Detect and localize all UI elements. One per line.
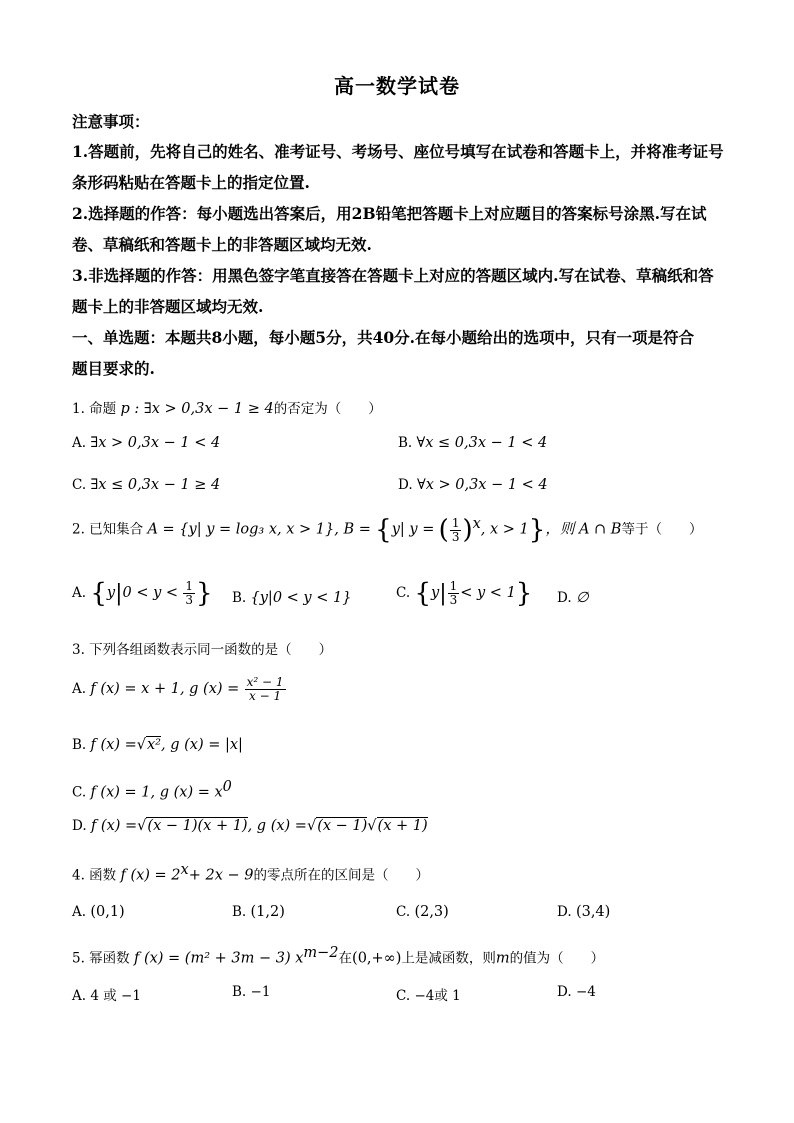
notice-item-3b: 题卡上的非答题区域均无效. <box>72 297 264 316</box>
q4-option-a <box>72 904 125 920</box>
fraction: $\frac{1}{3}$ <box>451 515 460 544</box>
option-label: C. <box>396 904 411 920</box>
q1-option-d <box>398 477 548 493</box>
option-label: B. <box>72 737 87 753</box>
option-text: ∃x > 0,3x − 1 < 4 <box>90 435 221 451</box>
exponent: 0 <box>222 779 232 795</box>
exponent: m−2 <box>303 945 339 961</box>
q2-prefix: 2. 已知集合 <box>72 521 144 538</box>
option-label: D. <box>557 904 572 920</box>
q5-text: 上是减函数，则 <box>401 950 496 967</box>
q1-option-c <box>72 477 220 493</box>
notice-item-2a: 2.选择题的作答：每小题选出答案后，用2B铅笔把答题卡上对应题目的答案标号涂黑.写在试 <box>72 204 707 223</box>
q4-option-d <box>557 904 610 920</box>
option-text: (1,2) <box>250 904 285 920</box>
notice-heading: 注意事项： <box>72 112 150 131</box>
q2-suffix: 等于（ ） <box>621 521 703 538</box>
q2-set-a: A = {y| y = log₃ x, x > 1}, B = <box>147 521 371 538</box>
option-text: ∃x ≤ 0,3x − 1 ≥ 4 <box>90 477 221 493</box>
option-label: B. <box>232 984 247 1000</box>
q1-stem: p : ∃x > 0,3x − 1 ≥ 4 <box>120 401 274 417</box>
option-text: f (x) = <box>90 737 137 753</box>
q4-suffix: 的零点所在的区间是（ ） <box>253 867 429 884</box>
option-label: C. <box>72 784 87 801</box>
q5-interval: (0,+∞) <box>352 950 402 967</box>
page-title: 高一数学试卷 <box>334 74 460 98</box>
option-text: (0,1) <box>90 904 125 920</box>
option-text: −4或 1 <box>414 988 461 1004</box>
q5-suffix: 的值为（ ） <box>509 950 605 967</box>
fraction: $\frac{1}{3}$ <box>449 579 458 607</box>
section-heading-2: 题目要求的. <box>72 359 155 378</box>
question-2: 2. 已知集合 A = {y| y = log₃ x, x > 1}, B = {y| y = ( $\frac{1}{3}$ )$^x$, x > 1}，则 A ∩ B等于（ ） <box>72 515 703 545</box>
q4-option-c <box>396 904 449 920</box>
sqrt-content: (x − 1) <box>317 818 368 834</box>
q3-option-a <box>72 676 287 703</box>
sqrt-content: x² <box>147 737 161 753</box>
exponent: x <box>180 862 189 878</box>
option-text: y <box>106 585 116 601</box>
q2-option-b <box>232 590 351 606</box>
option-label: A. <box>72 681 87 697</box>
option-text: , g (x) = |x| <box>161 737 243 753</box>
q5-text: 在 <box>338 950 353 967</box>
q4-stem-tail: + 2x − 9 <box>188 867 254 884</box>
option-label: C. <box>72 477 87 493</box>
q3-option-b: B. f (x) =√x², g (x) = |x| <box>72 737 243 753</box>
q5-variable: m <box>495 950 510 967</box>
q4-option-b <box>232 904 285 920</box>
sqrt-content: (x + 1) <box>377 818 428 834</box>
q2-set-b-tail: , x > 1 <box>480 521 529 538</box>
q2-option-c: C. {y| $\frac{1}{3}$ < y < 1} <box>396 578 533 609</box>
option-label: B. <box>232 590 247 606</box>
option-text: < y < 1 <box>460 585 516 601</box>
option-label: C. <box>396 585 411 601</box>
question-4 <box>72 862 429 884</box>
q4-prefix: 4. 函数 <box>72 867 117 884</box>
option-text: ∀x > 0,3x − 1 < 4 <box>416 477 548 493</box>
q5-option-b <box>232 984 270 1000</box>
notice-item-1a: 1.答题前，先将自己的姓名、准考证号、考场号、座位号填写在试卷和答题卡上，并将准考证号 <box>72 142 724 161</box>
q2-set-b: y| y = <box>391 521 435 538</box>
notice-item-1b: 条形码粘贴在答题卡上的指定位置. <box>72 173 310 192</box>
option-label: A. <box>72 988 87 1004</box>
option-label: C. <box>396 988 411 1004</box>
q2-intersection: ，则 A ∩ B <box>545 521 622 538</box>
option-text: −1 <box>250 984 271 1000</box>
option-text: 4 或 −1 <box>90 988 141 1004</box>
option-label: D. <box>557 590 572 606</box>
notice-item-3a: 3.非选择题的作答：用黑色签字笔直接答在答题卡上对应的答题区域内.写在试卷、草稿纸和答 <box>72 266 714 285</box>
option-text: (3,4) <box>575 904 611 920</box>
q3-option-c <box>72 779 232 801</box>
option-text: ∀x ≤ 0,3x − 1 < 4 <box>416 435 548 451</box>
q5-option-a <box>72 984 141 1004</box>
q5-option-d <box>557 984 596 1000</box>
option-text: f (x) = <box>90 818 138 834</box>
option-label: A. <box>72 904 87 920</box>
option-text: y <box>430 585 440 601</box>
q1-prefix: 1. 命题 <box>72 401 117 417</box>
option-label: D. <box>72 818 87 834</box>
option-text: f (x) = x + 1, g (x) = <box>90 681 240 697</box>
option-text: (2,3) <box>414 904 449 920</box>
q1-option-b <box>398 435 547 451</box>
q1-option-a <box>72 435 220 451</box>
option-text: 0 < y < <box>122 585 179 601</box>
q5-prefix: 5. 幂函数 <box>72 950 130 967</box>
question-1 <box>72 397 382 417</box>
option-text: {y|0 < y < 1} <box>250 590 352 606</box>
exponent: x <box>472 516 481 532</box>
q5-stem: f (x) = (m² + 3m − 3) x <box>133 950 304 967</box>
question-3: 3. 下列各组函数表示同一函数的是（ ） <box>72 642 333 658</box>
option-text: , g (x) = <box>247 818 307 834</box>
question-5 <box>72 945 604 967</box>
option-text: −4 <box>575 984 596 1000</box>
notice-item-2b: 卷、草稿纸和答题卡上的非答题区域均无效. <box>72 235 372 254</box>
q1-suffix: 的否定为（ ） <box>273 401 382 417</box>
option-label: B. <box>398 435 413 451</box>
q4-stem: f (x) = 2 <box>120 867 181 884</box>
option-label: A. <box>72 585 87 601</box>
section-heading-1: 一、单选题：本题共8小题，每小题5分，共40分.在每小题给出的选项中，只有一项是符合 <box>72 328 695 347</box>
option-label: D. <box>557 984 572 1000</box>
option-label: D. <box>398 477 413 493</box>
q5-option-c <box>396 984 461 1004</box>
q3-option-d: D. f (x) =√(x − 1)(x + 1), g (x) =√(x − 1)√(x + 1) <box>72 818 428 834</box>
option-text: ∅ <box>575 590 589 606</box>
option-label: A. <box>72 435 87 451</box>
option-text: f (x) = 1, g (x) = x <box>90 784 223 801</box>
sqrt-content: (x − 1)(x + 1) <box>147 818 248 834</box>
fraction: $\frac{1}{3}$ <box>185 579 193 607</box>
q2-option-a: A. {y|0 < y < $\frac{1}{3}$ } <box>72 578 213 609</box>
fraction: $\frac{\text{x² − 1}}{x - 1}$ <box>246 675 284 703</box>
option-label: B. <box>232 904 247 920</box>
q2-option-d <box>557 590 589 606</box>
